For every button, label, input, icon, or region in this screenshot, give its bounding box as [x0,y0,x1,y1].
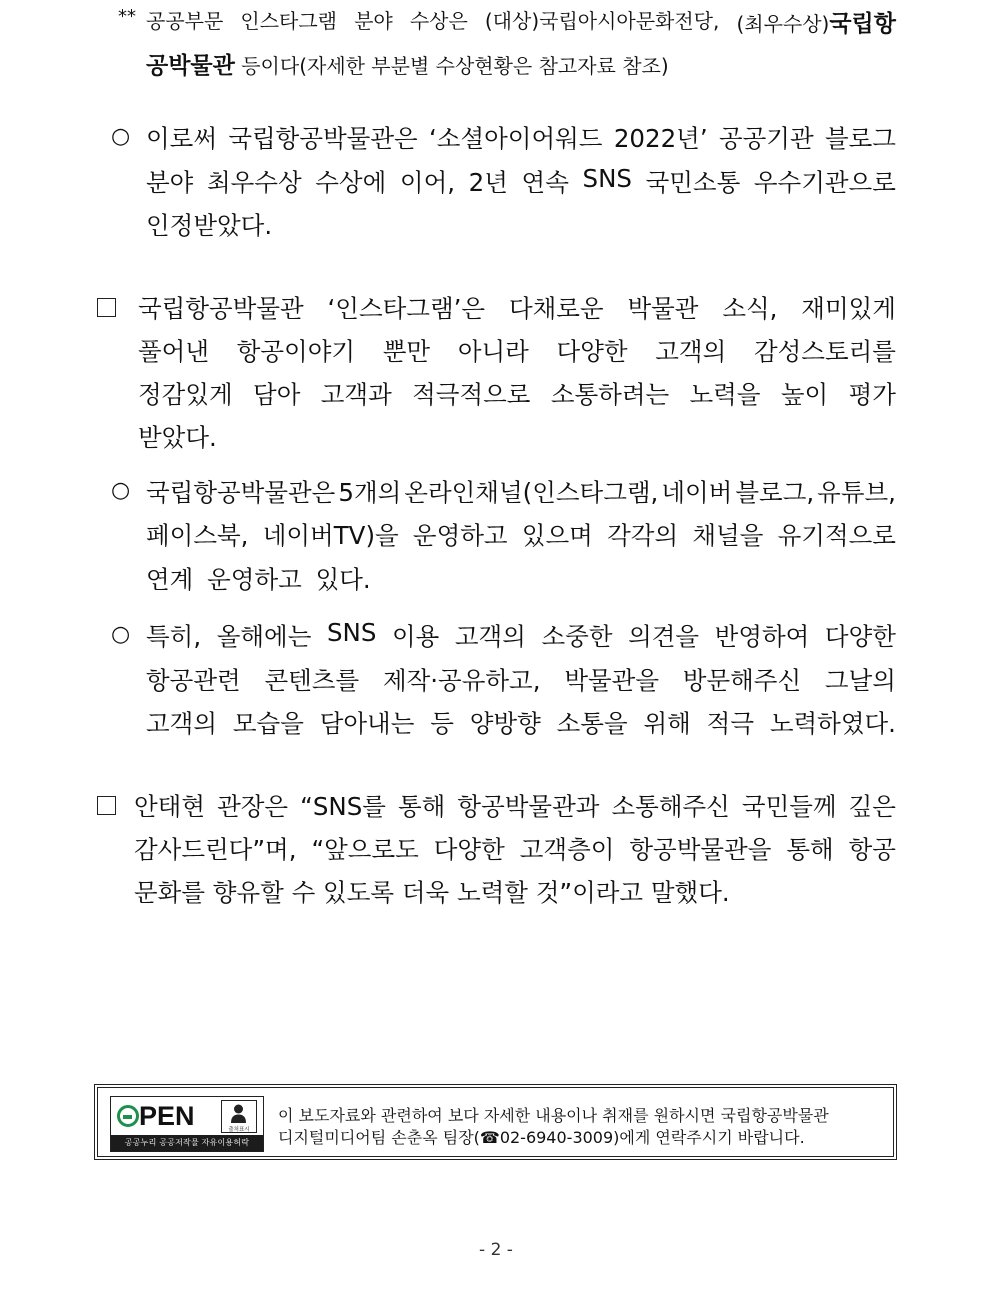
bullet-marker: ○ [111,124,131,149]
section-checkbox [97,796,116,815]
word: 다채로운 [508,294,604,323]
bullet-marker: ○ [111,622,131,647]
word: 국민소통 [645,168,741,197]
word: 통해 [398,792,446,821]
license-caption: 공공누리 공공저작물 자유이용허락 [111,1135,263,1151]
word: 소중한 [541,622,613,651]
word: 높이 [780,380,829,409]
word: 공공기관 [718,124,814,153]
word: 위해 [643,709,691,738]
word: 통해 [786,835,834,864]
text: 등이다(자세한 부분별 수상현황은 참고자료 참조) [234,54,669,78]
word: 고객의 [146,709,218,738]
word: “SNS를 [300,792,386,821]
word: (최우수상) [736,12,830,36]
word: 등 [430,709,454,738]
word: 적극적으로 [412,380,531,409]
word: 소통을 [556,709,628,738]
license-tag: 출처표시 [228,1127,250,1133]
word: 고객의 [454,622,526,651]
word: 페이스북, [146,521,249,550]
word: 방문해주신 [682,666,802,695]
word: 항공이야기 [236,337,356,366]
contact-box [94,1084,897,1160]
word: 담아 [253,380,301,409]
word: 유튜브, [817,478,896,507]
word: 다양한 [433,835,505,864]
contact-line-1: 이 보도자료와 관련하여 보다 자세한 내용이나 취재를 원하시면 국립항공박물관 [278,1106,829,1125]
word: 운영하고 [412,521,508,550]
word: 네이버TV)을 [262,521,399,550]
word: 모습을 [232,709,304,738]
word: “앞으로도 [311,835,419,864]
word: 2년 [468,168,508,197]
open-license-top [111,1097,263,1135]
word: 우수기관으로 [753,168,896,197]
word: 그날의 [824,666,896,695]
word: 온라인채널(인스타그램, [404,478,659,507]
word: 이용 [391,622,440,651]
page-number: - 2 - [479,1240,513,1260]
word: 소통해주신 [611,792,730,821]
word: 박물관 [627,294,699,323]
word: 최우수상 [206,168,302,197]
section1-line-2 [138,333,896,368]
open-label: PEN [139,1101,195,1131]
section2-line-1 [134,788,896,823]
bullet2-line-1 [146,474,896,509]
word: 깊은 [848,792,896,821]
word: 다양한 [824,622,896,651]
word: 박물관을 [564,666,659,695]
word: 고객층이 [519,835,615,864]
bold-word: 공박물관 [146,53,235,79]
word: 있으며 [521,521,593,550]
word: 풀어낸 [138,337,210,366]
word: 정감있게 [138,380,233,409]
word: 뿐만 [382,337,431,366]
word: 소식, [722,294,778,323]
word: 콘텐츠를 [264,666,360,695]
word: 수상에 [315,168,387,197]
open-o-icon [117,1105,139,1127]
word: 고객의 [655,337,727,366]
section-checkbox [97,298,116,317]
word: (대상)국립아시아문화전당, [484,9,720,33]
word: 국립항공박물관 [138,294,304,323]
bold-word: 국립항 [829,11,896,37]
word: SNS [582,164,632,193]
bullet2-line-3: 연계 운영하고 있다. [146,565,371,594]
word: 관장은 [217,792,289,821]
word: 항공관련 [146,666,241,695]
word: 이어, [399,168,456,197]
word: 양방향 [469,709,541,738]
word: 채널을 [692,521,764,550]
word: 국민들께 [741,792,837,821]
word: 2022년’ [613,124,708,153]
bullet2-line-2 [146,517,896,552]
word: 항공 [848,835,896,864]
word: 5개의 [338,478,402,507]
word: 재미있게 [801,294,896,323]
section2-line-3: 문화를 향유할 수 있도록 더욱 노력할 것”이라고 말했다. [134,878,730,907]
bullet3-line-1 [146,618,896,653]
word: 아니라 [457,337,529,366]
open-logo [117,1101,195,1131]
word: 블로그 [824,124,896,153]
word: 네이버 [661,478,733,507]
word: 유기적으로 [777,521,896,550]
word: 감사드린다”며, [134,835,297,864]
word: ‘인스타그램’은 [327,294,486,323]
word: 국립항공박물관은 [146,478,336,507]
word: 수상은 [409,9,468,33]
note-marker: ** [118,6,136,27]
word: 연속 [521,168,569,197]
attribution-person-icon [221,1100,257,1133]
word: 항공박물관과 [457,792,600,821]
word: 적극 [706,709,754,738]
word: 블로그, [735,478,815,507]
bullet1-line-2 [146,164,896,199]
word: 반영하여 [714,622,810,651]
word: 이로써 [146,124,218,153]
word: 분야 [146,168,194,197]
word: 제작·공유하고, [382,666,541,695]
word: 노력하였다. [769,709,896,738]
section1-line-1 [138,290,896,325]
word: 올해에는 [216,622,312,651]
word: 노력을 [689,380,761,409]
word: 평가 [848,380,896,409]
word: SNS [326,618,377,647]
word: 다양한 [556,337,628,366]
word: 항공박물관을 [629,835,772,864]
word: 인스타그램 [240,9,337,33]
section1-line-3 [138,376,896,411]
contact-line-2: 디지털미디어팀 손춘옥 팀장(☎02-6940-3009)에게 연락주시기 바랍니다. [278,1128,805,1147]
bullet3-line-3 [146,705,896,740]
contact-box-inner [97,1087,894,1157]
word: 국립항공박물관은 [228,124,418,153]
bullet3-line-2 [146,662,896,697]
word: 각각의 [607,521,679,550]
word: 특히, [146,622,202,651]
section1-line-4: 받았다. [138,423,217,452]
word: 공공부문 [146,9,224,33]
open-license-badge [110,1096,264,1152]
word: 담아내는 [319,709,415,738]
word: 감성스토리를 [753,337,896,366]
word: 분야 [354,9,393,33]
word: 의견을 [628,622,700,651]
word: 고객과 [320,380,392,409]
note-line-1 [146,5,896,38]
bullet1-line-3: 인정받았다. [146,211,273,240]
bullet1-line-1 [146,120,896,155]
note-line-2 [146,47,669,80]
word: 소통하려는 [550,380,670,409]
word: ‘소셜아이어워드 [429,124,603,153]
section2-line-2 [134,831,896,866]
word-group [736,5,896,38]
bullet-marker: ○ [111,478,131,503]
word: 안태현 [134,792,206,821]
